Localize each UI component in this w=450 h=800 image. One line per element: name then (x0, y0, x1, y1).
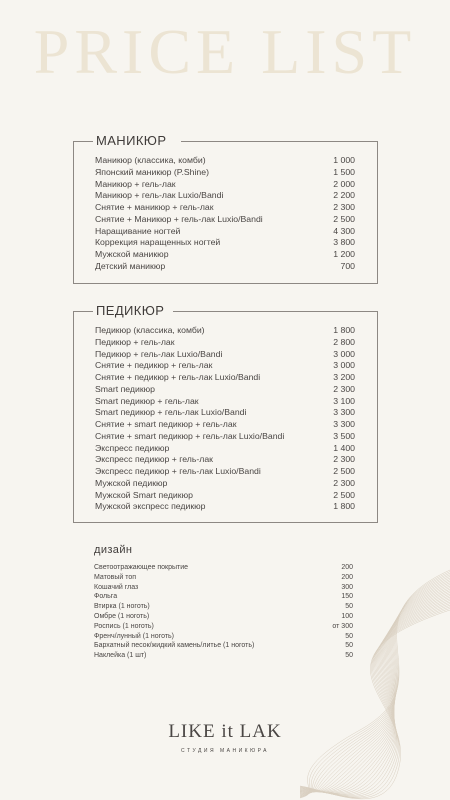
wave-line (300, 599, 450, 794)
price-row (95, 202, 355, 214)
service-name: Педикюр (классика, комби) (95, 325, 205, 335)
service-price: 2 500 (333, 466, 355, 476)
service-price: 3 200 (333, 372, 355, 382)
service-price: 100 (341, 612, 353, 620)
price-row (95, 360, 355, 372)
service-name: Экспресс педикюр + гель-лак Luxio/Bandi (95, 466, 261, 476)
service-price: 3 000 (333, 360, 355, 371)
service-price: 2 800 (333, 336, 355, 347)
service-price: 700 (340, 260, 355, 271)
service-price: 2 300 (333, 477, 355, 488)
price-row (95, 490, 355, 502)
frame-edge (73, 311, 93, 312)
frame-edge (73, 141, 93, 142)
service-name: Экспресс педикюр + гель-лак (95, 454, 213, 465)
service-name: Светоотражающее покрытие (94, 564, 189, 571)
wave-line (300, 610, 450, 799)
price-row (95, 478, 355, 490)
price-row (95, 407, 355, 419)
pedicure-list (95, 325, 355, 513)
service-price: 1 400 (333, 442, 355, 453)
service-price: 3 300 (333, 419, 355, 429)
service-name: Бархатный песок/жидкий камень/литье (1 ноготь) (94, 642, 255, 650)
service-name: Маникюр + гель-лак Luxio/Bandi (95, 190, 224, 201)
wave-line (300, 584, 450, 793)
service-name: Матовый топ (94, 573, 137, 581)
price-row (95, 226, 355, 238)
service-name: Мужской педикюр (95, 477, 168, 488)
price-row (95, 155, 355, 167)
price-row (95, 396, 355, 408)
service-name: Омбре (1 ноготь) (94, 612, 150, 620)
service-price: 2 500 (333, 213, 355, 224)
service-price: от 300 (332, 622, 353, 630)
wave-line (300, 607, 450, 797)
price-row (95, 249, 355, 261)
price-row (95, 261, 355, 273)
manicure-title: МАНИКЮР (96, 133, 167, 148)
service-price: 3 500 (333, 430, 355, 441)
brand-tagline: СТУДИЯ МАНИКЮРА (181, 748, 269, 754)
service-name: Smart педикюр + гель-лак Luxio/Bandi (95, 407, 247, 418)
service-name: Детский маникюр (95, 260, 166, 271)
price-row (95, 179, 355, 191)
service-price: 1 800 (333, 501, 355, 512)
service-name: Наклейка (1 шт) (94, 652, 147, 660)
service-price: 300 (341, 583, 353, 591)
price-row (95, 466, 355, 478)
price-row (95, 237, 355, 249)
brand-logo: LIKE it LAK (168, 721, 282, 742)
price-row (95, 325, 355, 337)
design-title: дизайн (94, 544, 133, 556)
service-name: Снятие + маникюр + гель-лак (95, 202, 214, 212)
service-price: 3 300 (333, 407, 355, 418)
price-row (95, 443, 355, 455)
service-price: 3 100 (333, 395, 355, 406)
service-name: Японский маникюр (P.Shine) (95, 166, 209, 177)
pedicure-section (73, 303, 378, 523)
service-name: Педикюр + гель-лак (95, 336, 175, 347)
price-row (95, 167, 355, 179)
service-price: 3 800 (333, 237, 355, 248)
service-name: Втирка (1 ноготь) (94, 603, 150, 611)
service-price: 150 (341, 593, 353, 601)
service-name: Френч/лунный (1 ноготь) (94, 632, 175, 640)
service-price: 1 800 (333, 325, 355, 335)
manicure-list (95, 155, 355, 273)
service-price: 50 (345, 642, 353, 650)
manicure-section (73, 133, 378, 284)
service-name: Фольга (94, 593, 118, 601)
service-name: Мужской маникюр (95, 249, 169, 259)
price-row (95, 454, 355, 466)
page-title: PRICE LIST (33, 16, 417, 87)
price-row (95, 384, 355, 396)
service-price: 50 (345, 652, 353, 660)
service-name: Наращивание ногтей (95, 225, 181, 236)
decorative-waves (300, 560, 450, 800)
service-name: Маникюр (классика, комби) (95, 155, 206, 165)
service-name: Экспресс педикюр (95, 442, 170, 453)
frame-edge (181, 141, 378, 142)
frame-edge (173, 311, 378, 312)
service-price: 2 500 (333, 489, 355, 500)
service-name: Мужской Smart педикюр (95, 489, 193, 500)
price-row (95, 349, 355, 361)
service-name: Снятие + Маникюр + гель-лак Luxio/Bandi (95, 213, 263, 224)
price-row (95, 190, 355, 202)
service-name: Коррекция наращенных ногтей (95, 237, 221, 248)
service-name: Снятие + педикюр + гель-лак (95, 360, 213, 371)
service-name: Smart педикюр (95, 383, 155, 394)
wave-line (300, 589, 450, 792)
service-price: 200 (341, 564, 353, 571)
wave-line (300, 605, 450, 796)
service-price: 1 000 (333, 155, 355, 165)
service-name: Маникюр + гель-лак (95, 178, 176, 189)
pedicure-title: ПЕДИКЮР (96, 303, 165, 318)
price-row (95, 431, 355, 443)
service-name: Роспись (1 ноготь) (94, 622, 154, 630)
wave-line (300, 602, 450, 795)
price-row (95, 337, 355, 349)
service-name: Снятие + smart педикюр + гель-лак Luxio/Bandi (95, 430, 285, 441)
wave-line (300, 591, 450, 792)
price-row (95, 372, 355, 384)
service-price: 4 300 (333, 225, 355, 236)
service-price: 2 300 (333, 202, 355, 212)
service-price: 1 500 (333, 166, 355, 177)
service-price: 2 300 (333, 454, 355, 465)
service-name: Мужской экспресс педикюр (95, 501, 206, 512)
service-price: 50 (345, 603, 353, 611)
service-price: 200 (341, 573, 353, 581)
service-price: 1 200 (333, 249, 355, 259)
service-name: Снятие + smart педикюр + гель-лак (95, 419, 237, 429)
service-price: 2 000 (333, 178, 355, 189)
service-price: 2 300 (333, 383, 355, 394)
service-name: Smart педикюр + гель-лак (95, 395, 199, 406)
service-price: 3 000 (333, 348, 355, 359)
service-name: Педикюр + гель-лак Luxio/Bandi (95, 348, 223, 359)
wave-line (300, 597, 450, 793)
wave-line (300, 592, 450, 792)
wave-line (300, 586, 450, 793)
service-price: 50 (345, 632, 353, 640)
price-row (95, 419, 355, 431)
service-price: 2 200 (333, 190, 355, 201)
service-name: Кошачий глаз (94, 583, 139, 591)
service-name: Снятие + педикюр + гель-лак Luxio/Bandi (95, 372, 261, 382)
price-row (95, 501, 355, 513)
price-row (95, 214, 355, 226)
